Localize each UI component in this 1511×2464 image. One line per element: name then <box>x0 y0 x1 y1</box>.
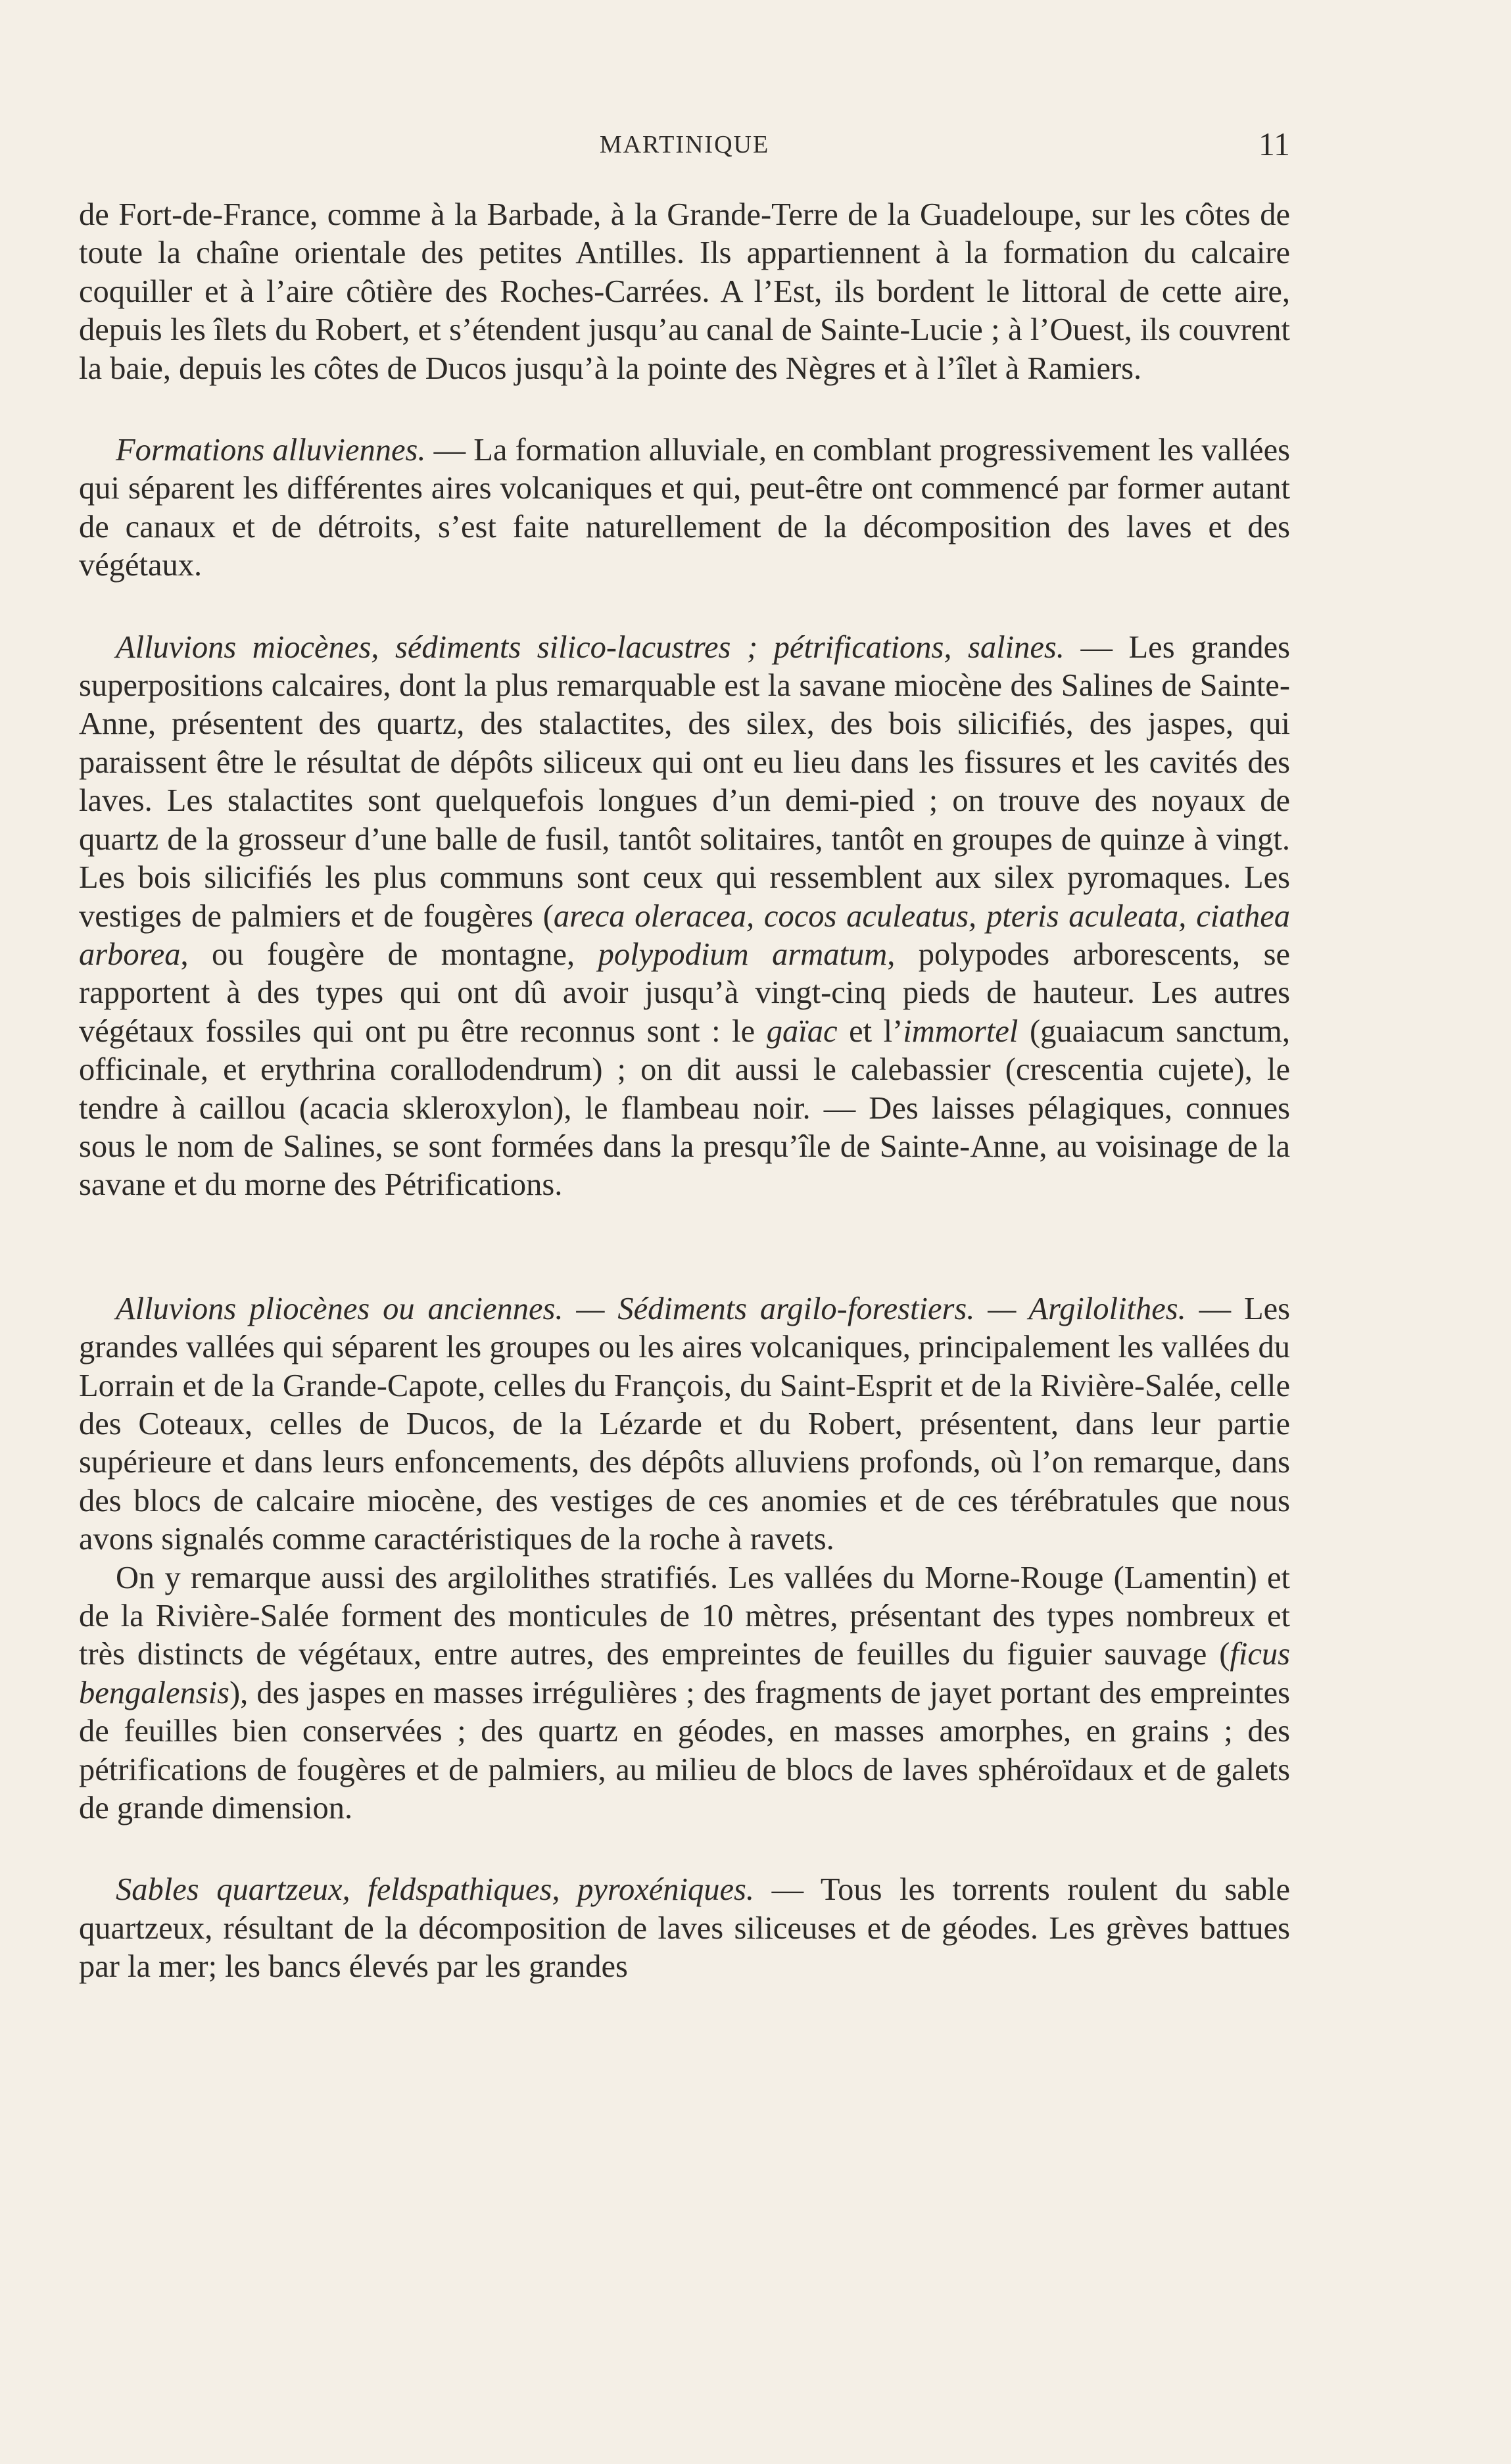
paragraph-text: , ou fougère de montagne, <box>180 936 598 972</box>
running-title: MARTINIQUE <box>599 131 770 158</box>
page-number: 11 <box>1258 126 1290 162</box>
paragraph-alluvions-pliocenes <box>79 1290 1290 1559</box>
paragraph-text: de Fort-de-France, comme à la Barbade, à la Grande-Terre de la Guadeloupe, sur les côtes de toute la chaîne orientale des petites Antilles. Ils appartiennent à la formation du calcaire coquiller et à l’aire côtière des Roches-Carrées. A l’Est, ils bordent le littoral de cette aire, depuis les îlets du Robert, et s’étendent jusqu’au canal de Sainte-Lucie ; à l’Ouest, ils couvrent la baie, depuis les côtes de Ducos jusqu’à la pointe des Nègres et à l’îlet à Ramiers. <box>79 197 1290 386</box>
paragraph-sables-quartzeux <box>79 1871 1290 1986</box>
species-name: ficus bengalensis <box>79 1637 1290 1710</box>
paragraph-formations-alluviennes <box>79 431 1290 585</box>
section-heading: Formations alluviennes. <box>116 433 426 468</box>
paragraph-roches-carrees <box>79 196 1290 388</box>
paragraph-text: (guaiacum sanctum, officinale, et erythrina corallodendrum) ; on dit aussi le calebassier (crescentia cujete), le tendre à caillou (acacia skleroxylon), le flambeau noir. — Des laisses pélagiques, connues sous le nom de Salines, se sont formées dans la presqu’île de Sainte-Anne, au voisinage de la savane et du morne des Pétrifications. <box>79 1013 1290 1203</box>
section-heading: Alluvions pliocènes ou anciennes. — Sédiments argilo-forestiers. — Argilolithes. <box>116 1291 1186 1326</box>
body-text <box>79 196 1290 1987</box>
species-name: polypodium armatum <box>598 936 888 972</box>
paragraph-alluvions-miocenes <box>79 629 1290 1205</box>
paragraph-argilolithes <box>79 1559 1290 1828</box>
paragraph-text: et l’ <box>837 1013 903 1049</box>
paragraph-text: — Tous les torrents roulent du sable quartzeux, résultant de la décomposition de laves siliceuses et de géodes. Les grèves battues par la mer; les bancs élevés par les grandes <box>79 1872 1290 1985</box>
running-head <box>79 125 1290 164</box>
section-heading: Sables quartzeux, feldspathiques, pyroxéniques. <box>116 1872 755 1908</box>
paragraph-text: — La formation alluviale, en comblant progressivement les vallées qui séparent les différentes aires volcaniques et qui, peut-être ont commencé par former autant de canaux et de détroits, s’est faite naturellement de la décomposition des laves et des végétaux. <box>79 433 1290 583</box>
species-name: gaïac <box>766 1013 838 1049</box>
paragraph-text: On y remarque aussi des argilolithes stratifiés. Les vallées du Morne-Rouge (Lamentin) et de la Rivière-Salée forment des monticules de 10 mètres, présentant des types nombreux et très distincts de végétaux, entre autres, des empreintes de feuilles du figuier sauvage ( <box>79 1560 1290 1672</box>
paragraph-text: , polypodes arborescents, se rapportent à des types qui ont dû avoir jusqu’à vingt-cinq pieds de hauteur. Les autres végétaux fossiles qui ont pu être reconnus sont : le <box>79 936 1290 1049</box>
species-names: areca oleracea, cocos aculeatus, pteris aculeata, ciathea arborea <box>79 898 1290 972</box>
paragraph-text: — Les grandes superpositions calcaires, dont la plus remarquable est la savane miocène des Salines de Sainte-Anne, présentent des quartz, des stalactites, des silex, des bois silicifiés, des jaspes, qui paraissent être le résultat de dépôts siliceux qui ont eu lieu dans les fissures et les cavités des laves. Les stalactites sont quelquefois longues d’un demi-pied ; on trouve des noyaux de quartz de la grosseur d’une balle de fusil, tantôt solitaires, tantôt en groupes de quinze à vingt. Les bois silicifiés les plus communs sont ceux qui ressemblent aux silex pyromaques. Les vestiges de palmiers et de fougères ( <box>79 629 1290 934</box>
paragraph-text: ), des jaspes en masses irrégulières ; des fragments de jayet portant des empreintes de feuilles bien conservées ; des quartz en géodes, en masses amorphes, en grains ; des pétrifications de fougères et de palmiers, au milieu de blocs de laves sphéroïdaux et de galets de grande dimension. <box>79 1675 1290 1826</box>
section-heading: Alluvions miocènes, sédiments silico-lacustres ; pétrifications, salines. <box>116 629 1065 665</box>
species-name: immortel <box>903 1013 1019 1049</box>
paragraph-text: — Les grandes vallées qui séparent les groupes ou les aires volcaniques, principalement les vallées du Lorrain et de la Grande-Capote, celles du François, du Saint-Esprit et de la Rivière-Salée, celle des Coteaux, celles de Ducos, de la Lézarde et du Robert, présentent, dans leur partie supérieure et dans leurs enfoncements, des dépôts alluviens profonds, où l’on remarque, dans des blocs de calcaire miocène, des vestiges de ces anomies et de ces térébratules que nous avons signalés comme caractéristiques de la roche à ravets. <box>79 1291 1291 1557</box>
